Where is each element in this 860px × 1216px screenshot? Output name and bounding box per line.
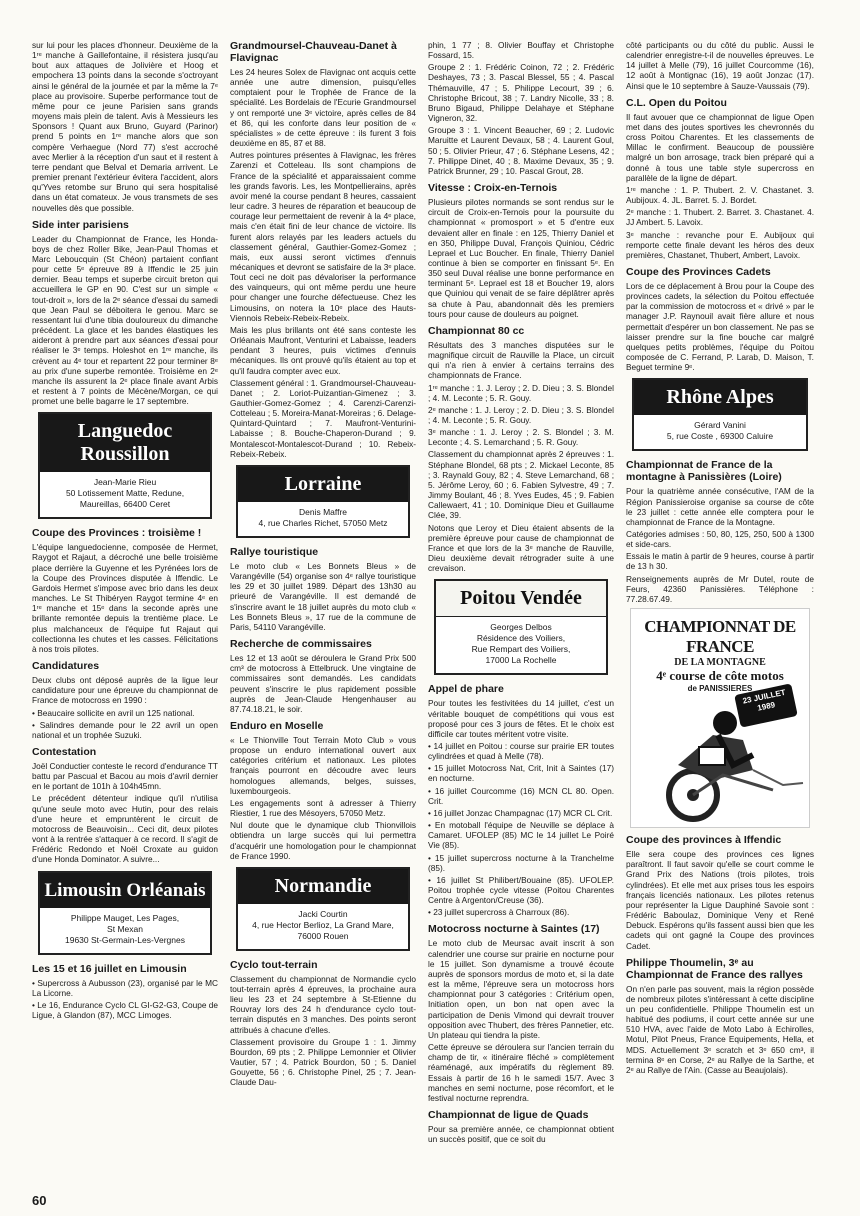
poster-title: CHAMPIONNAT DE FRANCE [644,617,796,657]
address-line: Maureillas, 66400 Ceret [79,499,171,510]
paragraph: sur lui pour les places d'honneur. Deuxième de la 1ʳᵉ manche à Gaillefontaine, il résistera jusqu'au bout aux attaques de Jolivière et Hoog et empochera 13 points dans la seconde s'octroyant ainsi le général de la journée et par la même la 7ᵉ place au provisoire. Superbe performance tout de même pour ce jeune Parisien sans grands moyens mais plein de talent. Avis à Messieurs les Sponsors ! Quant aux Bruno, Guyard (Parinor) prend 5 points en 1ʳᵉ manche alors que son compère Verhaegue (Nord 77) s'est accroché avec Merlier à la réception d'un saut et il restent à terre pendant que Belval et Demaria arrivent. Le premier prenant l'extérieur évitera l'accident, alors qu'Yves retombe sur Bruno qui sera hospitalisé dans un état comateux. Je vous transmets de ses nouvelles dès que possible. [32,40,218,213]
paragraph: • 16 juillet Jonzac Champagnac (17) MCR CL Crit. [428,807,613,818]
region-box-lorraine [236,465,410,538]
paragraph: 1ʳᵉ manche : 1. P. Thubert. 2. V. Chastanet. 3. Aubijoux. 4. JL. Barret. 5. J. Bordet. [626,184,814,206]
article-championnat-80cc [428,340,614,573]
region-banner: Lorraine [238,467,408,502]
paragraph: « Le Thionville Tout Terrain Moto Club » vous propose un enduro international ouvert aux catégories critérium et nationaux. Les pilotes français pourront en découdre avec leurs homologues allemands, belges, suisses, luxembourgeois. [230,734,416,796]
intro-article [32,40,218,213]
region-contact [436,617,606,673]
poster-date-stamp: 23 JUILLET 1989 [734,683,798,727]
paragraph: 1ʳᵉ manche : 1. J. Leroy ; 2. D. Dieu ; 3. S. Blondel ; 4. M. Leconte ; 5. R. Gouy. [428,382,614,403]
article-panissieres [626,486,814,604]
region-box-normandie [236,867,410,951]
heading-thoumelin: Philippe Thoumelin, 3ᵉ au Championnat de France des rallyes [626,956,803,981]
article-side-inter-parisiens [32,234,218,407]
paragraph: Renseignements auprès de Mr Dutel, route de Feurs, 42360 Panissières. Téléphone : 77.28.67.49. [626,573,814,604]
address-line: Jacki Courtin [298,908,348,919]
paragraph: Elle sera coupe des provinces ces lignes paraîtront. Il faut savoir qu'elle se court comme le Grand Prix des Nations (trois pilotes, trois cylindrées). Et elle met aux prises tous les espoirs français licenciés nationaux. Les pilotes retenus pour représenter la Ligue Dauphiné Savoie sont : Frédéric Baboulaz, Dominique Veny et René Debuck. Espérons qu'ils fassent aussi bien que les cadets qui ont gagné la Coupe des provinces Cadet. [626,849,814,951]
heading-flavignac: Grandmoursel-Chauveau-Danet à Flavignac [230,40,397,64]
heading-quads: Championnat de ligue de Quads [428,1108,589,1121]
region-box-poitou-vendee [434,579,608,675]
region-box-rhone-alpes [632,378,808,451]
paragraph: Résultats des 3 manches disputées sur le magnifique circuit de Rauville la Place, un circuit qui n'a rien à envier à certains terrains des championnats de France. [428,339,614,381]
address-line: Georges Delbos [490,622,552,633]
address-line: Denis Maffre [298,506,348,517]
paragraph: • 15 juillet Motocross Nat, Crit, Init à Saintes (17) en nocturne. [428,763,614,784]
region-box-languedoc [38,412,212,519]
event-poster [630,608,810,828]
paragraph: Il faut avouer que ce championnat de ligue Open met dans des joutes sportives les chevronnés du cross Poitou Charentes. Et les classements de Millac le confirment. Beaucoup de poussière malgré un bon arrosage, track bien préparé qui a donné à tous une table style supercross en parallèle de la ligne de départ. [626,111,814,183]
region-banner: Languedoc Roussillon [40,414,210,472]
paragraph: Le précédent détenteur indique qu'il n'utilisa qu'une seule moto avec Hutin, pour des relais d'une heure et empruntèrent le circuit de motocross de Beauvoisin... Ceci dit, deux pilotes vont à la rentrée s'attaquer à ce record. Il s'agit de Frédéric Redondo et Noël Croxate au guidon d'une Honda Dominator. A suivre... [32,793,218,865]
address-line: 76000 Rouen [297,930,349,941]
heading-side-inter-parisiens: Side inter parisiens [32,218,129,231]
paragraph: Groupe 2 : 1. Frédéric Coinon, 72 ; 2. Frédéric Deshayes, 73 ; 3. Pascal Blessel, 55 ; 4. Pascal Thémauville, 47 ; 5. Philippe Lecourt, 39 ; 6. Christophe Bricout, 38 ; 7. Landry Nicolle, 33 ; 8. Bruno Bigaud, Philippe Delahaye et Stéphane Vigneron, 32. [428,62,614,124]
column-2 [230,40,416,1186]
paragraph: Lors de ce déplacement à Brou pour la Coupe des provinces cadets, la sélection du Poitou effectuée par la commission de motocross et « drivé » par le manager J.P. Raynouil avait fière allure et nous permettait d'espérer un bon classement. Ne pas se laisser prendre sur la fine bouche car malgré quelques petits problèmes, l'équipe du Poitou composée de C. Ferrand, P. Larab, D. Maison, T. Beguet termine 9ᵉ. [626,280,814,373]
region-banner: Normandie [238,869,408,904]
paragraph: Catégories admises : 50, 80, 125, 250, 500 à 1300 et side-cars. [626,529,814,550]
column-4 [626,40,814,1186]
paragraph: Classement général : 1. Grandmoursel-Chauveau-Danet ; 2. Loriot-Puizantian-Gimenez ; 3. Gauthier-Gomez-Gomez ; 4. Carenzi-Carenzi-Cotteleau ; 5. Moreira-Manat-Moreiras ; 6. Delage-Quintard-Quintard ; 7. Maufront-Venturini-Labaisse ; 8. Bouche-Chaperon-Durand ; 9. Montalescot-Montalescot-Durand ; 10. Rebeix-Rebeix-Rebeix. [230,377,416,459]
address-line: Résidence des Voiliers, [476,633,566,644]
address-line: Rue Rempart des Voiliers, [471,644,571,655]
address-line: St Mexan [107,923,143,934]
paragraph: • 16 juillet Courcomme (16) MCN CL 80. Open. Crit. [428,785,614,806]
paragraph: Leader du Championnat de France, les Honda-boys de chez Roller Bike, Jean-Paul Thomas et Marc Leboucquin (St Chéon) partaient confiant pour cette 5ᵉ épreuve 89 à Iffendic le 25 juin dernier. Beau temps et superbe circuit breton qui accueillera le GP en 90. C'est sur un simple « tout-droit », lors de la 2ᵉ séance d'essai du samedi que Jean Paul se déboitera le genou. Marc se ressentant lui d'une tibia douloureux du dimanche précédent. La glace et les bandes élastiques les aideront à prendre part aux séances d'essai pour réaliser le 3ᵉ temps. Holeshot en 1ʳᵉ manche, ils crèvent au 4ᵉ tour et repartent 22 pour terminer 8ᵉ au prix d'une superbe remontée. Troisième en 2ᵉ manche ils assurent la 2ᵉ place finale avant Arbis et restent à 7 points de Mécène/Morgan, ce qui promet une belle bagarre le 17 septembre. [32,233,218,407]
column-3 [428,40,614,1186]
article-quads [428,1124,614,1144]
paragraph: Classement du championnat après 2 épreuves : 1. Stéphane Blondel, 68 pts ; 2. Mickael Leconte, 85 ; 3. Raynald Gouy, 82 ; 4. Steve Lemarchand, 68 ; 5. Jérôme Leroy, 60 ; 6. Fabien Sylvestre, 49 ; 7. Jimmy Boulant, 46 ; 8. Yves Eudes, 45 ; 9. Fabien Callewaert, 41 ; 10. Dominique Dieu et Guillaume Clée, 39. [428,449,614,521]
address-line: 19630 St-Germain-Les-Vergnes [64,934,185,945]
article-cl-open-poitou [626,112,814,260]
paragraph: Classement du championnat de Normandie cyclo tout-terrain après 4 épreuves, la prochaine aura lieu les 23 et 24 septembre à St-Etienne du Rouvray lors des 24 h d'endurance cyclo tout-terrain disputés en 3 manches. Des points seront attribués à chacune d'elles. [230,973,416,1035]
article-candidatures [32,675,218,740]
region-contact [40,908,210,953]
region-contact [238,502,408,536]
paragraph: Notons que Leroy et Dieu étaient absents de la première épreuve pour cause de championnat de France et que lors de la 3ᵉ manche de Rauville, Dieu deuxième devait rétrograder suite à une crevaison. [428,522,614,574]
paragraph: côté participants ou du côté du public. Aussi le calendrier enregistre-t-il de nouvelles épreuves. Le 14 juillet à Melle (79), 16 juillet Courcomme (16), 12 août à Montignac (16), 19 août Jonzac (17). Ainsi que le 10 septembre à Sauze-Vaussais (79). [626,40,814,91]
heading-coupe-cadets: Coupe des Provinces Cadets [626,265,771,278]
paragraph: • Le 16, Endurance Cyclo CL GI-G2-G3, Coupe de Ligue, à Glandon (87), MCC Limoges. [32,999,218,1020]
paragraph: • Beaucaire sollicite en avril un 125 national. [32,707,195,718]
paragraph: phin, 1 77 ; 8. Olivier Bouffay et Christophe Fossard, 15. [428,40,614,61]
poster-event: 4ᵉ course de côte motos [656,668,784,684]
address-line: 4, rue Hector Berlioz, La Grand Mare, [252,919,394,930]
region-banner: Limousin Orléanais [40,873,210,908]
region-banner: Rhône Alpes [634,380,806,415]
paragraph: On n'en parle pas souvent, mais la région possède de nombreux pilotes s'intéressant à cette discipline un peu confidentielle. Philippe Thoumelin est un habitué des podiums, il court cette année sur une 510 HVA, avec l'aide de Moto Labo à Echirolles, Motul, Pilot Pneus, France Equipements, Hella, et MDS. Actuellement 3ᵉ scratch et 3ᵉ 650 cm³, il termina 8ᵉ en Corse, 2ᵉ au Rallye de la Sarthe, et 2ᵉ au Rallye de l'Ain. (Casse au Beaujolais). [626,983,814,1075]
article-flavignac [230,67,416,459]
region-contact [40,472,210,517]
heading-cyclo-tout-terrain: Cyclo tout-terrain [230,958,318,971]
paragraph: • Salindres demande pour le 22 avril un open national et un trophée Suzuki. [32,719,218,740]
address-line: 5, rue Coste , 69300 Caluire [666,431,774,442]
paragraph: • En motoball l'équipe de Neuville se déplace à Camaret. UFOLEP (85) MC le 14 juillet Le Poiré Vie (85). [428,820,614,851]
paragraph: Mais les plus brillants ont été sans conteste les Orléanais Maufront, Venturini et Labaisse, leaders pendant 3 heures, puis victimes d'ennuis mécaniques. Ils ont prouvé qu'ils étaient au top et qu'il faudra compter avec eux. [230,324,416,376]
article-thoumelin [626,984,814,1075]
paragraph: Pour sa première année, ce championnat obtient un succès positif, que ce soit du [428,1123,614,1145]
paragraph: Pour toutes les festivitées du 14 juillet, c'est un véritable bouquet de compétitions qui vous est proposé pour ces 3 jours de fêtes. Et le choix est difficile car toutes méritent votre visite. [428,698,614,739]
paragraph: Plusieurs pilotes normands se sont rendus sur le circuit de Croix-en-Ternois pour la poursuite du championnat « promosport » et 5 d'entre eux devaient aller en finale : en 125, Thierry Daniel et en 350, Philippe Duval, François Quiniou, Cédric Leprael et Luc Boucher. En finale, Thierry Daniel continue à bien se comporter en finissant 5ᵉ. En 350 seul Duval réalise une bonne performance en terminant 5ᵉ. Leprael est 18 et Boucher 19, alors que Quiniou qui venait de se faire déplâtrer après sa chute à Pau, abandonnait dès les premiers tours pour cause de douleurs au poignet. [428,197,614,319]
paragraph: • Supercross à Aubusson (23), organisé par le MC La Licorne. [32,977,218,998]
article-coupe-iffendic [626,849,814,951]
heading-croix-en-ternois: Vitesse : Croix-en-Ternois [428,182,558,195]
article-coupe-provinces [32,542,218,654]
paragraph: Groupe 3 : 1. Vincent Beaucher, 69 ; 2. Ludovic Maruitte et Laurent Devaux, 58 ; 4. Laurent Goul, 50 ; 5. Olivier Prieur, 47 ; 6. Stéphane Lesens, 42 ; 7. Philippe Dinet, 40 ; 8. Maxime Devaux, 35 ; 9. Patrick Brunner, 29 ; 10. Pascal Grout, 28. [428,125,614,176]
heading-coupe-provinces: Coupe des Provinces : troisième ! [32,527,202,540]
article-limousin-juillet [32,978,218,1021]
heading-rallye-touristique: Rallye touristique [230,545,319,558]
address-line: Jean-Marie Rieu [93,477,157,488]
article-commissaires [230,653,416,714]
article-coupe-cadets [626,281,814,372]
paragraph: • 14 juillet en Poitou : course sur prairie ER toutes cylindrées et quad à Melle (78). [428,740,614,762]
region-banner: Poitou Vendée [436,581,606,617]
article-appel-de-phare [428,698,614,917]
article-rallye-touristique [230,561,416,632]
paragraph: Cette épreuve se déroulera sur l'ancien terrain du champ de tir, « itinéraire fléché » complètement réaménagé, aux impératifs du règlement 89. Essais à partir de 16 h le samedi 15/7. Avec 3 manches en semi nocturne, pose récomfort, et le festival nocturne reprendra. [428,1042,614,1103]
paragraph: Les engagements sont à adresser à Thierry Riestier, 1 rue des Mésoyers, 57050 Metz. [230,797,416,819]
page-number: 60 [32,1193,47,1208]
paragraph: Le moto club « Les Bonnets Bleus » de Varangéville (54) organise son 4ᵉ rallye touristique les 29 et 30 juillet 1989. Départ des 13h30 au prieuré de Varangéville. Il est demandé de s'inscrire avant le 18 juillet auprès du moto club « Les Bonnets Bleus », 17 rue de la commune de Paris, 54110 Varangéville. [230,560,416,632]
motorcycle-rider-illustration [633,695,810,825]
paragraph: Essais le matin à partir de 9 heures, course à partir de 13 h 30. [626,551,814,572]
address-line: 17000 La Rochelle [485,655,557,666]
region-contact [634,415,806,449]
paragraph: • 15 juillet supercross nocturne à la Tranchelme (85). [428,852,614,873]
address-line: Philippe Mauget, Les Pages, [70,912,180,923]
paragraph: • 16 juillet St Philibert/Bouaine (85). UFOLEP. Poitou trophée cycle vitesse (Poitou Charentes Centre à Argenton/Creuse (36). [428,874,614,906]
paragraph: Autres pointures présentes à Flavignac, les frères Zarenzi et Cotteleau. Ils sont champions de France de la spécialité et apparaissaient comme les grands favoris. Les, les Montpellierains, après avoir mené la course pendant 8 heures, cassaient leur cadre. 3 heures de réparation et beaucoup de courage leur permettaient de revenir à la 4ᵉ place, mais c'en était fini de leur chance de victoire. Ils furent alors relayés par les leaders actuels du classement général, Gauthier-Gomez-Gomez ; mais, eux aussi seront victimes d'ennuis mécaniques et devront se satisfaire de la 3ᵉ place. Tout ceci ne doit pas dévaloriser la performance des vainqueurs, qui ont même perdu une heure pour changer une fourche défectueuse. Chez les Limousins, on notera la 10ᵉ place des Hauts-Viennois Rebeix-Rebeix-Rebeix. [230,150,416,323]
address-line: Gérard Vanini [694,420,746,431]
heading-appel-de-phare: Appel de phare [428,683,504,696]
article-quads-continued [626,40,814,91]
paragraph: Deux clubs ont déposé auprès de la ligue leur candidature pour une épreuve du championnat de France de motocross en 1990 : [32,675,218,706]
paragraph: Les 12 et 13 août se déroulera le Grand Prix 500 cm³ de motocross à Ettelbruck. Une vingtaine de commissaires sont demandés. Les candidats peuvent s'inscrire le plus rapidement possible auprès de Jean-Claude Hengenhauser au 87.74.18.21, le soir. [230,653,416,714]
paragraph: 2ᵉ manche : 1. Thubert. 2. Barret. 3. Chastanet. 4. JJ Ambert. 5. Lavoix. [626,207,814,228]
heading-coupe-iffendic: Coupe des provinces à Iffendic [626,834,782,847]
paragraph: Le moto club de Meursac avait inscrit à son calendrier une course sur prairie en nocturne pour le 15 juillet. Son dynamisme a trouvé écoute auprès de sponsors mordus de moto et, si la date est la même, l'épreuve sera un motocross hors championnat pour 3 catégories : Critérium open, Initiation open, un bon nat open avec la participation de Denis Vimond qui devrait trouver opposition avec Thubert, des frères Pannetier, etc. Un plateau qui tiendra la piste. [428,938,614,1040]
poster-location: de PANISSIERES [687,684,753,694]
heading-motocross-nocturne: Motocross nocturne à Saintes (17) [428,923,600,936]
heading-commissaires: Recherche de commissaires [230,638,372,651]
article-croix-en-ternois [428,197,614,319]
heading-panissieres: Championnat de France de la montagne à Panissières (Loire) [626,459,782,484]
paragraph: 2ᵉ manche : 1. J. Leroy ; 2. D. Dieu ; 3. S. Blondel ; 4. M. Leconte ; 5. R. Gouy. [428,404,614,425]
heading-limousin-juillet: Les 15 et 16 juillet en Limousin [32,962,187,975]
heading-candidatures: Candidatures [32,660,100,673]
paragraph: L'équipe languedocienne, composée de Hermet, Raygot et Rajaut, a décroché une belle troisième place derrière la Guyenne et les Pyrénées lors de la Coupe des Provinces disputée à Iffendic. Le Gardois Hermet s'impose avec brio dans les deux manches. Le St Thibéryen Raygot termine 4ᵉ en 1ʳᵉ manche et 15ᵉ dans la seconde après une brillante remontée depuis la trentième place. Le plus malchanceux de l'équipe fut Rajaut qui collectionna les chutes et les casses. Félicitations à nos trois pilotes. [32,542,218,654]
paragraph: Pour la quatrième année consécutive, l'AM de la Région Panissieroise organise sa course de côte le 23 juillet : cette année elle comptera pour le championnat de France de la Montagne. [626,486,814,527]
article-contestation [32,761,218,865]
paragraph: Classement provisoire du Groupe 1 : 1. Jimmy Bourdon, 69 pts ; 2. Philippe Lemonnier et Olivier Vautier, 57 ; 4. Patrick Bourdon, 50 ; 5. Daniel Gouyette, 56 ; 6. Christophe Pinel, 25 ; 7. Jean-Claude Dau- [230,1036,416,1088]
region-box-limousin [38,871,212,955]
article-cyclo-continued [428,40,614,176]
paragraph: 3ᵉ manche : revanche pour E. Aubijoux qui remporte cette finale devant les héros des deux premières, Chastanet, Thubert, Ambert, Lavoix. [626,229,814,260]
paragraph: Les 24 heures Solex de Flavignac ont acquis cette année une autre dimension, puisqu'elles comptaient pour le Trophée de France de la spécialité. Les Bordelais de l'Ecurie Grandmoursel y ont remporté une 3ᵉ victoire, après celles de 84 et 86, qui les conforte dans leur position de « spécialistes » de cette épreuve : ils furent 3 fois deuxième en 85, 87 et 88. [230,67,416,149]
heading-contestation: Contestation [32,745,97,758]
article-enduro-moselle [230,735,416,861]
paragraph: Nul doute que le dynamique club Thionvillois obtiendra un large succès qui lui permettra d'acquérir une homologation pour le championnat de France 1990. [230,820,416,861]
paragraph: 3ᵉ manche : 1. J. Leroy ; 2. S. Blondel ; 3. M. Leconte ; 4. S. Lemarchand ; 5. R. Gouy. [428,427,614,448]
heading-enduro-moselle: Enduro en Moselle [230,719,324,732]
article-cyclo-tout-terrain [230,974,416,1088]
address-line: 4, rue Charles Richet, 57050 Metz [258,517,388,528]
paragraph: Joël Conductier conteste le record d'endurance TT battu par Pascual et Bacou au mois d'avril dernier en le portant de 101h à 104h45mn. [32,760,218,792]
region-contact [238,904,408,949]
paragraph: • 23 juillet supercross à Charroux (86). [428,907,570,918]
article-motocross-nocturne [428,938,614,1103]
heading-championnat-80cc: Championnat 80 cc [428,324,525,337]
heading-cl-open-poitou: C.L. Open du Poitou [626,96,727,109]
address-line: 50 Lotissement Matte, Redune, [65,488,185,499]
column-1 [32,40,218,1186]
poster-subtitle: DE LA MONTAGNE [674,657,766,669]
